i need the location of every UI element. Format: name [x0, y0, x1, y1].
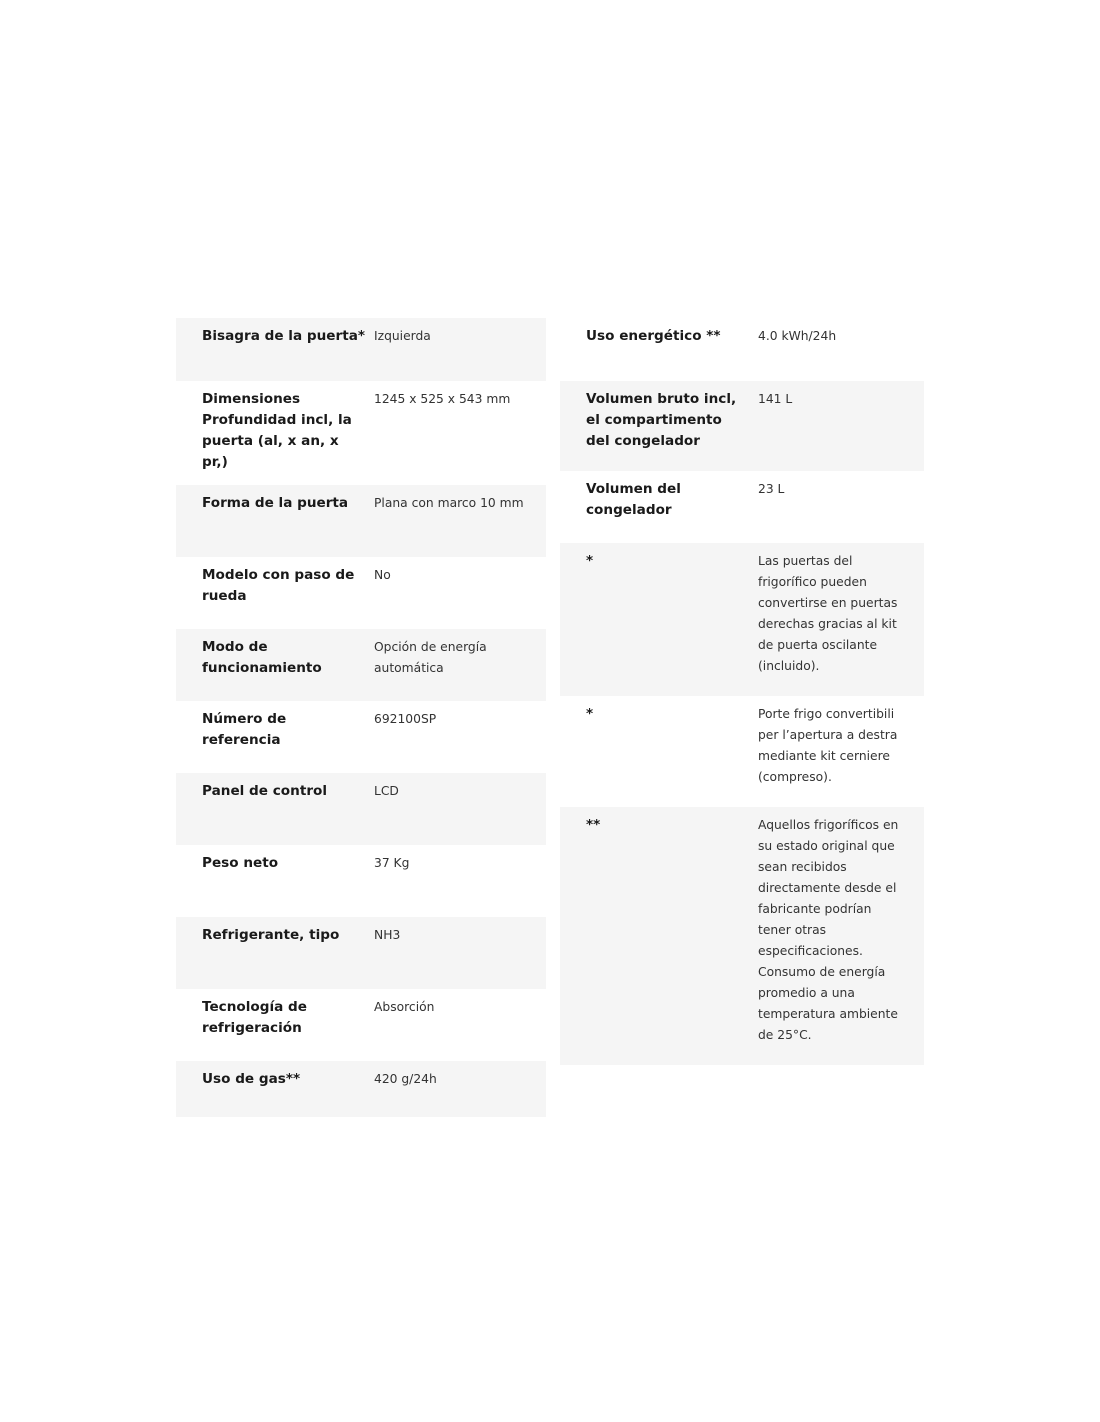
spec-label: Peso neto: [202, 855, 279, 871]
spec-label: Dimensiones Profundidad incl, la puerta (al, x an, x pr,): [202, 391, 352, 470]
spec-value: 1245 x 525 x 543 mm: [374, 392, 511, 406]
spec-value: 4.0 kWh/24h: [758, 329, 837, 343]
spec-row-freezer-volume: [560, 471, 924, 543]
spec-value: No: [374, 568, 391, 582]
spec-value: Porte frigo convertibili per l’apertura a destra mediante kit cerniere (compreso).: [758, 707, 898, 784]
spec-row-control-panel: [176, 773, 546, 845]
spec-value: NH3: [374, 928, 401, 942]
spec-value: 420 g/24h: [374, 1072, 437, 1086]
spec-table-right: [560, 318, 924, 1065]
spec-value: 692100SP: [374, 712, 437, 726]
spec-label: Volumen bruto incl, el compartimento del congelador: [586, 391, 737, 449]
spec-row-operating-mode: [176, 629, 546, 701]
spec-value: Las puertas del frigorífico pueden convertirse en puertas derechas gracias al kit de puerta oscilante (incluido).: [758, 554, 898, 673]
spec-label: Forma de la puerta: [202, 495, 349, 511]
spec-value: 37 Kg: [374, 856, 410, 870]
spec-row-door-shape: [176, 485, 546, 557]
spec-label: Uso energético **: [586, 328, 721, 344]
spec-row-dimensions: [176, 381, 546, 485]
spec-row-cooling-technology: [176, 989, 546, 1061]
spec-value: LCD: [374, 784, 399, 798]
spec-row-reference-number: [176, 701, 546, 773]
spec-label: Uso de gas**: [202, 1071, 301, 1087]
spec-label: **: [586, 817, 601, 833]
spec-value: Izquierda: [374, 329, 431, 343]
spec-label: *: [586, 706, 594, 722]
spec-label: Bisagra de la puerta*: [202, 328, 365, 344]
spec-value: Aquellos frigoríficos en su estado original que sean recibidos directamente desde el fabricante podrían tener otras especificaciones. Consumo de energía promedio a una temperatura ambiente de 25°C.: [758, 818, 899, 1042]
spec-row-footnote-door-it: [560, 696, 924, 807]
spec-row-net-weight: [176, 845, 546, 917]
spec-label: Modelo con paso de rueda: [202, 567, 355, 604]
spec-row-refrigerant-type: [176, 917, 546, 989]
spec-value: 141 L: [758, 392, 793, 406]
spec-row-gross-volume: [560, 381, 924, 471]
spec-value: Plana con marco 10 mm: [374, 496, 524, 510]
spec-label: Refrigerante, tipo: [202, 927, 340, 943]
spec-row-door-hinge: [176, 318, 546, 381]
spec-label: Número de referencia: [202, 711, 287, 748]
spec-value: Opción de energía automática: [374, 640, 487, 675]
spec-value: 23 L: [758, 482, 785, 496]
spec-value: Absorción: [374, 1000, 435, 1014]
spec-label: Modo de funcionamiento: [202, 639, 322, 676]
spec-row-footnote-energy: [560, 807, 924, 1065]
spec-label: Panel de control: [202, 783, 328, 799]
spec-row-footnote-door-es: [560, 543, 924, 696]
spec-row-wheel-arch-model: [176, 557, 546, 629]
spec-table-left: [176, 318, 546, 1117]
spec-label: Volumen del congelador: [586, 481, 681, 518]
spec-row-gas-usage: [176, 1061, 546, 1117]
spec-row-energy-usage: [560, 318, 924, 381]
spec-label: Tecnología de refrigeración: [202, 999, 308, 1036]
spec-label: *: [586, 553, 594, 569]
